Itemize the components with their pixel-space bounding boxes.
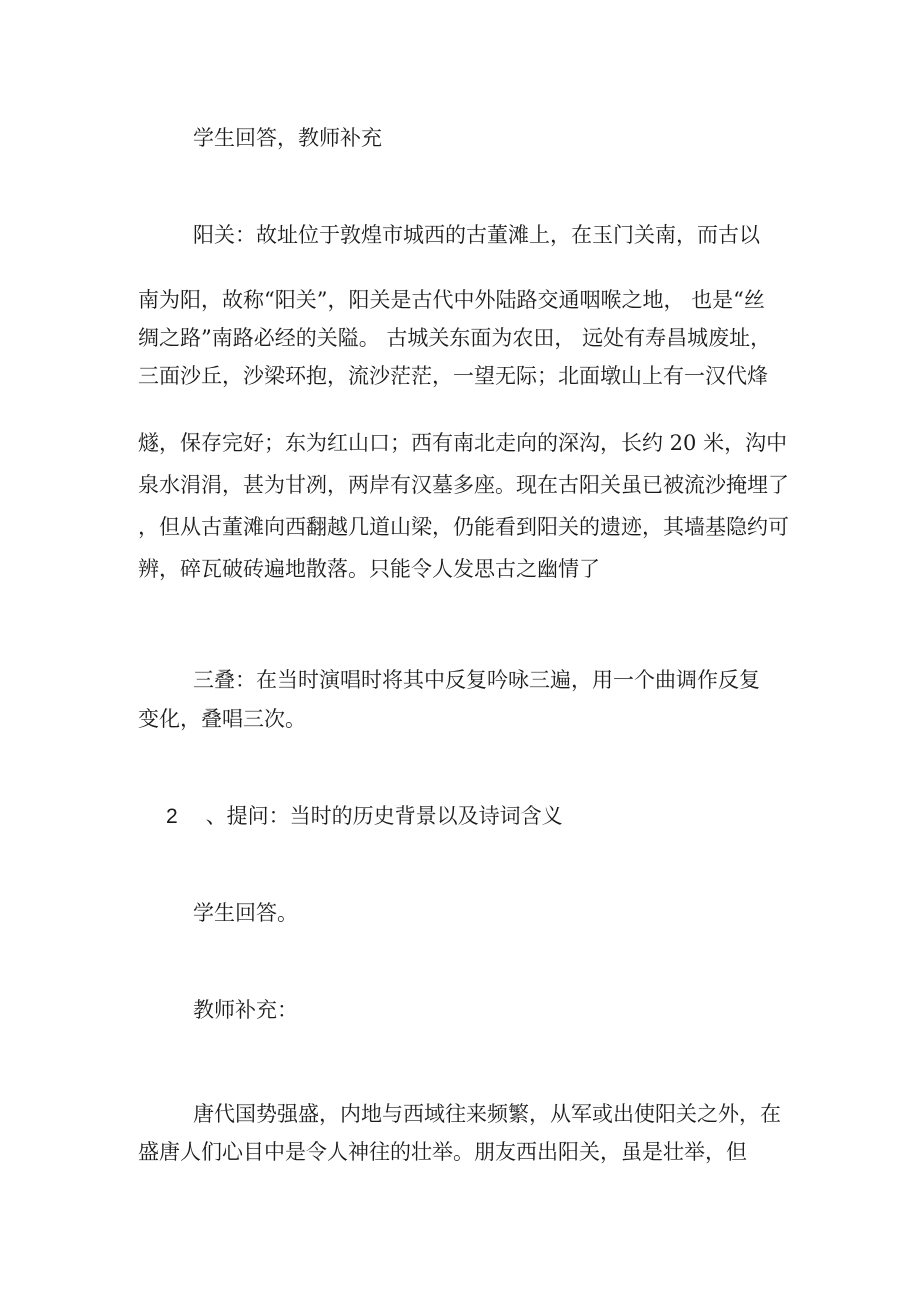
paragraph-line: 泉水涓涓，甚为甘冽，两岸有汉墓多座。现在古阳关虽已被流沙掩埋了 xyxy=(138,473,789,497)
numbered-item-2 xyxy=(166,803,563,830)
item-number: 2 xyxy=(166,805,178,828)
paragraph-line: 绸之路”南路必经的关隘。 古城关东面为农田， 远处有寿昌城废址， xyxy=(138,326,772,350)
paragraph-line: 三面沙丘，沙梁环抱，流沙茫茫，一望无际；北面墩山上有一汉代烽 xyxy=(138,364,768,388)
paragraph-line: 盛唐人们心目中是令人神往的壮举。朋友西出阳关，虽是壮举，但 xyxy=(138,1140,747,1164)
paragraph-line: 南为阳，故称“阳关”，阳关是古代中外陆路交通咽喉之地， 也是“丝 xyxy=(138,288,765,312)
paragraph-student-answer-teacher-supplement: 学生回答，教师补充 xyxy=(193,126,382,150)
paragraph-line: 三叠：在当时演唱时将其中反复吟咏三遍，用一个曲调作反复 xyxy=(193,668,760,692)
item-text: 、提问：当时的历史背景以及诗词含义 xyxy=(205,804,563,828)
paragraph-line: 唐代国势强盛，内地与西域往来频繁，从军或出使阳关之外，在 xyxy=(193,1102,781,1126)
paragraph-line: 辨，碎瓦破砖遍地散落。只能令人发思古之幽情了 xyxy=(138,557,600,581)
paragraph-line: 变化，叠唱三次。 xyxy=(138,707,306,731)
paragraph-line: 阳关：故址位于敦煌市城西的古董滩上，在玉门关南，而古以 xyxy=(193,223,760,247)
paragraph-student-answer: 学生回答。 xyxy=(193,901,298,925)
paragraph-teacher-supplement: 教师补充： xyxy=(193,998,298,1022)
paragraph-line: ，但从古董滩向西翻越几道山梁，仍能看到阳关的遗迹，其墙基隐约可 xyxy=(138,515,789,539)
paragraph-line: 燧，保存完好；东为红山口；西有南北走向的深沟，长约 20 米，沟中 xyxy=(138,431,788,455)
